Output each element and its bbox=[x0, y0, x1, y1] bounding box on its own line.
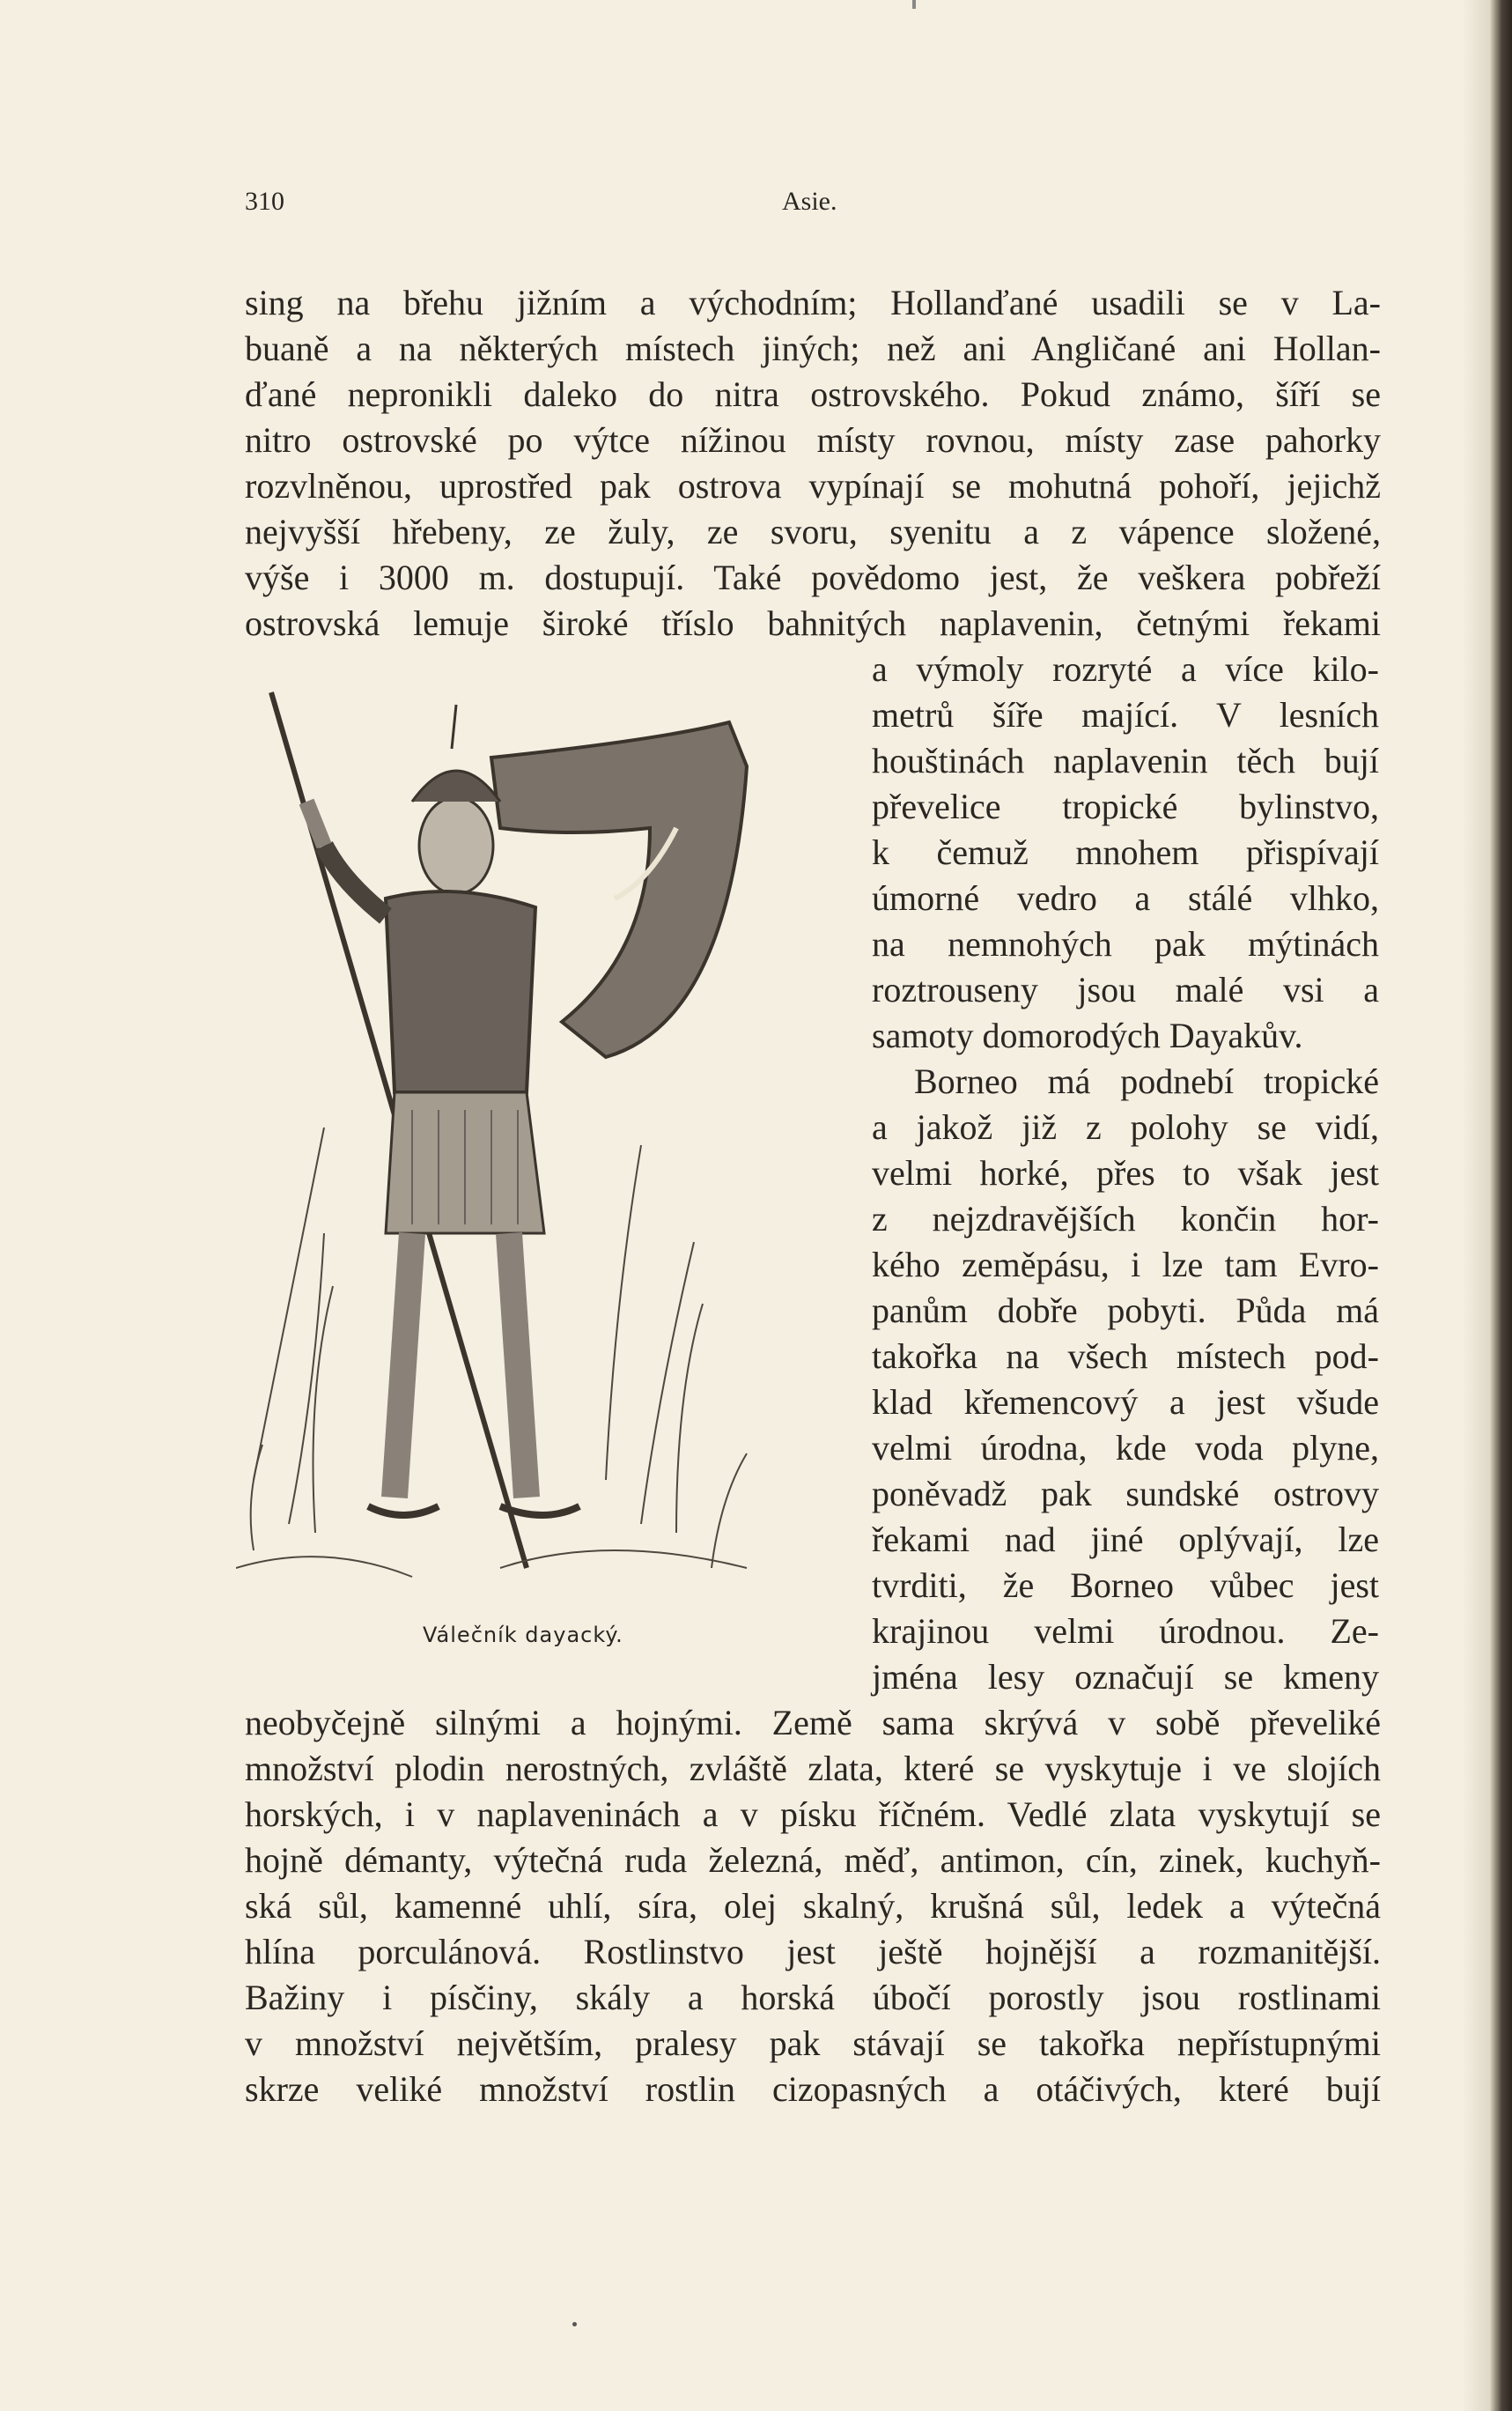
text-line: roztrouseny jsou malé vsi a bbox=[872, 970, 1379, 1010]
text-line: jména lesy označují se kmeny bbox=[872, 1657, 1379, 1697]
text-line: klad křemencový a jest všude bbox=[872, 1382, 1379, 1422]
text-line: množství plodin nerostných, zvláště zlata, které se vyskytuje i ve slojích bbox=[245, 1749, 1381, 1788]
text-line: z nejzdravějších končin hor- bbox=[872, 1199, 1379, 1239]
page-number: 310 bbox=[245, 187, 284, 216]
text-line: Borneo má podnebí tropické bbox=[914, 1061, 1379, 1101]
dayak-warrior-illustration bbox=[236, 687, 764, 1638]
text-line: ďané nepronikli daleko do nitra ostrovského. Pokud známo, šíří se bbox=[245, 374, 1381, 414]
text-line: ostrovská lemuje široké třísl​o bahnitých naplavenin, četnými řekami bbox=[245, 603, 1381, 643]
top-mark bbox=[912, 0, 916, 9]
print-speck bbox=[572, 2322, 577, 2326]
text-line: neobyčejně silnými a hojnými. Země sama skrývá v sobě převeliké bbox=[245, 1703, 1381, 1742]
text-line: takořka na všech místech pod- bbox=[872, 1336, 1379, 1376]
text-line: a výmoly rozryté a více kilo- bbox=[872, 649, 1379, 689]
text-line: ská sůl, kamenné uhlí, síra, olej skalný, krušná sůl, ledek a výtečná bbox=[245, 1886, 1381, 1926]
text-line: úmorné vedro a stálé vlhko, bbox=[872, 878, 1379, 918]
text-line: Bažiny i písčiny, skály a horská úbočí porostly jsou rostlinami bbox=[245, 1978, 1381, 2017]
text-line: rozvlněnou, uprostřed pak ostrova vypínají se mohutná pohoří, jejichž bbox=[245, 466, 1381, 506]
text-line: horských, i v naplaveninách a v písku říčném. Vedlé zlata vyskytují se bbox=[245, 1794, 1381, 1834]
text-line: výše i 3000 m. dostupují. Také povědomo jest, že veškera pobřeží bbox=[245, 558, 1381, 597]
text-line: hojně démanty, výtečná ruda železná, měď, antimon, cín, zinek, kuchyň- bbox=[245, 1840, 1381, 1880]
text-line: tvrditi, že Borneo vůbec jest bbox=[872, 1565, 1379, 1605]
text-line: kého zeměpásu, i lze tam Evro- bbox=[872, 1245, 1379, 1284]
text-line: k čemuž mnohem přispívají bbox=[872, 832, 1379, 872]
text-line: velmi úrodna, kde voda plyne, bbox=[872, 1428, 1379, 1468]
running-title: Asie. bbox=[782, 187, 837, 216]
page-header bbox=[245, 187, 1381, 222]
text-line: převelice tropické bylinstvo, bbox=[872, 787, 1379, 826]
figure-caption: Válečník dayacký. bbox=[423, 1623, 623, 1647]
paragraph-top bbox=[245, 280, 1381, 647]
text-line: hlína porculánová. Rostlinstvo jest ještě hojnější a rozmanitější. bbox=[245, 1932, 1381, 1971]
text-line: řekami nad jiné oplývají, lze bbox=[872, 1520, 1379, 1559]
text-line: houštinách naplavenin těch bují bbox=[872, 741, 1379, 780]
text-line: nejvyšší hřebeny, ze žuly, ze svoru, syenitu a z vápence složené, bbox=[245, 512, 1381, 551]
text-line: buaně a na některých místech jiných; než ani Angličané ani Hollan- bbox=[245, 329, 1381, 368]
book-binding-edge bbox=[1489, 0, 1512, 2411]
text-line: a jakož již z polohy se vidí, bbox=[872, 1107, 1379, 1147]
text-line: krajinou velmi úrodnou. Ze- bbox=[872, 1611, 1379, 1651]
text-line: sing na břehu jižním a východním; Hollanďané usadili se v La- bbox=[245, 283, 1381, 322]
paragraph-bottom bbox=[245, 1700, 1381, 2112]
text-line: nitro ostrovské po výtce nížinou místy rovnou, místy zase pahorky bbox=[245, 420, 1381, 460]
text-line: v množství největším, pralesy pak stávají se takořka nepřístupnými bbox=[245, 2023, 1381, 2063]
text-line: metrů šíře mající. V lesních bbox=[872, 695, 1379, 735]
warrior-engraving-icon bbox=[236, 687, 764, 1638]
text-line: poněvadž pak sundské ostrovy bbox=[872, 1474, 1379, 1513]
text-line: samoty domorodých Dayakův. bbox=[872, 1016, 1303, 1055]
text-line: velmi horké, přes to však jest bbox=[872, 1153, 1379, 1193]
page-gutter-shadow bbox=[1463, 0, 1489, 2411]
text-line: skrze veliké množství rostlin cizopasných a otáčivých, které bují bbox=[245, 2069, 1381, 2109]
text-line: na nemnohých pak mýtinách bbox=[872, 924, 1379, 964]
text-line: panům dobře pobyti. Půda má bbox=[872, 1291, 1379, 1330]
paragraph-right-column bbox=[872, 647, 1379, 1700]
